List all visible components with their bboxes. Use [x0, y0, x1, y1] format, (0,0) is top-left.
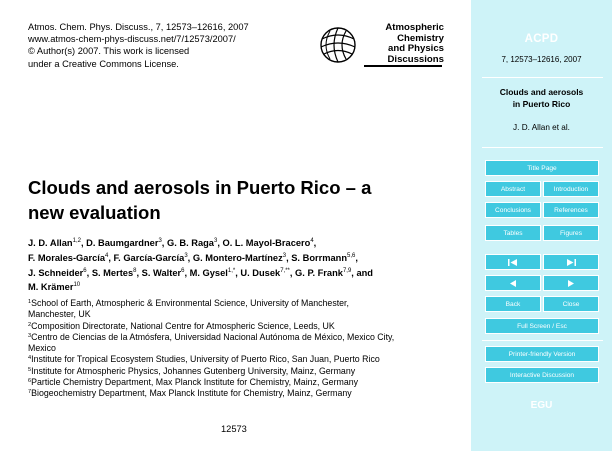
- paper-title: Clouds and aerosols in Puerto Rico – a new evaluation: [28, 177, 372, 223]
- interactive-discussion-button[interactable]: Interactive Discussion: [485, 367, 599, 383]
- affiliation-line: [28, 354, 453, 365]
- skip-forward-icon: [566, 259, 576, 266]
- printer-friendly-button[interactable]: Printer-friendly Version: [485, 346, 599, 362]
- author-affiliation-marker: 4: [105, 252, 109, 259]
- affiliation-text: Composition Directorate, National Centre for Atmospheric Science, Leeds, UK: [31, 320, 335, 331]
- affiliation-number: 5: [28, 366, 32, 373]
- journal-line: Atmos. Chem. Phys. Discuss., 7, 12573–12616, 2007: [28, 22, 249, 32]
- author-affiliation-marker: 10: [73, 282, 81, 289]
- author-name: S. Borrmann: [291, 252, 348, 263]
- author-affiliation-marker: 1,2: [72, 238, 81, 244]
- affiliation-line: [28, 366, 453, 377]
- author-separator: ,: [161, 238, 167, 248]
- globe-logo-icon: [318, 25, 362, 65]
- author-affiliation-marker: 6: [181, 267, 185, 274]
- affiliation-number: 2: [28, 321, 32, 328]
- author-name: G. P. Frank: [295, 267, 343, 278]
- author-affiliation-marker: 8: [133, 267, 137, 274]
- figures-button[interactable]: Figures: [543, 225, 599, 241]
- author-name: F. Morales-García: [28, 252, 105, 263]
- first-page-button[interactable]: [485, 254, 541, 270]
- author-separator: ,: [217, 238, 223, 248]
- author-name: O. L. Mayol-Bracero: [222, 238, 311, 248]
- egu-logo: EGU: [530, 400, 553, 411]
- last-page-button[interactable]: [543, 254, 599, 270]
- affiliation-text: Manchester, UK: [28, 309, 91, 320]
- author-affiliation-marker: 7,**: [280, 267, 290, 274]
- author-separator: ,: [289, 267, 296, 278]
- affiliation-text: Institute for Atmospheric Physics, Johannes Gutenberg University, Mainz, Germany: [31, 365, 356, 376]
- affiliation-text: School of Earth, Atmospheric & Environmental Science, University of Manchester,: [31, 298, 349, 308]
- affiliation-line: [28, 321, 453, 332]
- page-number: 12573: [221, 424, 247, 434]
- title-page-button[interactable]: Title Page: [485, 160, 599, 176]
- affiliation-text: Particle Chemistry Department, Max Planck Institute for Chemistry, Mainz, Germany: [31, 377, 359, 388]
- author-separator: ,: [80, 238, 87, 248]
- next-page-button[interactable]: [543, 275, 599, 291]
- tables-button[interactable]: Tables: [485, 225, 541, 241]
- author-name: U. Dusek: [240, 267, 281, 278]
- copyright-line: © Author(s) 2007. This work is licensed: [28, 46, 190, 57]
- fullscreen-button[interactable]: Full Screen / Esc: [485, 318, 599, 334]
- author-name: J. D. Allan: [28, 238, 73, 248]
- sidebar-reference: 7, 12573–12616, 2007: [501, 55, 582, 64]
- author-affiliation-marker: 6: [83, 267, 87, 274]
- author-affiliation-marker: 4: [310, 238, 314, 244]
- author-separator: ,: [86, 267, 92, 278]
- affiliation-number: 4: [28, 355, 32, 362]
- previous-page-button[interactable]: [485, 275, 541, 291]
- journal-url[interactable]: www.atmos-chem-phys-discuss.net/7/12573/2007/: [28, 34, 236, 45]
- author-name: S. Walter: [141, 267, 182, 278]
- affiliation-line: [28, 343, 453, 354]
- affiliation-line: [28, 332, 453, 343]
- author-name: D. Baumgardner: [86, 238, 159, 248]
- author-name: M. Gysel: [189, 267, 228, 278]
- affiliation-number: 6: [28, 378, 32, 385]
- arrow-right-icon: [568, 280, 574, 287]
- sidebar-title: Clouds and aerosols in Puerto Rico: [499, 87, 584, 109]
- author-separator: , and: [351, 267, 373, 278]
- author-affiliation-marker: 3: [213, 238, 218, 244]
- affiliation-line: [28, 309, 453, 320]
- author-name: M. Krämer: [28, 282, 74, 293]
- license-line: under a Creative Commons License.: [28, 58, 179, 69]
- divider: [482, 77, 603, 78]
- author-affiliation-marker: 3: [282, 252, 287, 259]
- author-affiliation-marker: 5,6: [347, 252, 356, 259]
- affiliation-text: Mexico: [28, 343, 56, 354]
- back-button[interactable]: Back: [485, 296, 541, 312]
- affiliation-number: 7: [28, 389, 32, 396]
- author-separator: ,: [355, 252, 358, 263]
- author-separator: ,: [136, 267, 142, 278]
- logo-wordmark: Atmospheric Chemistry and Physics Discussions: [385, 22, 444, 65]
- abstract-button[interactable]: Abstract: [485, 181, 541, 197]
- logo-underline: [364, 65, 442, 67]
- author-list: [28, 236, 448, 295]
- conclusions-button[interactable]: Conclusions: [485, 202, 541, 218]
- skip-back-icon: [508, 259, 518, 266]
- close-button[interactable]: Close: [543, 296, 599, 312]
- references-button[interactable]: References: [543, 202, 599, 218]
- author-separator: ,: [313, 238, 317, 248]
- affiliation-line: [28, 298, 453, 309]
- author-name: S. Mertes: [91, 267, 134, 278]
- citation-header: [28, 21, 249, 70]
- author-affiliation-marker: 7,9: [342, 267, 352, 274]
- author-affiliation-marker: 1,*: [227, 267, 236, 274]
- arrow-left-icon: [510, 280, 516, 287]
- sidebar-journal: ACPD: [524, 33, 559, 45]
- sidebar-authors: J. D. Allan et al.: [513, 123, 570, 132]
- author-affiliation-marker: 3: [184, 252, 188, 259]
- author-separator: ,: [187, 252, 193, 263]
- author-name: J. Schneider: [28, 267, 84, 278]
- affiliation-number: 3: [28, 332, 32, 339]
- author-name: G. B. Raga: [166, 238, 214, 248]
- author-separator: ,: [108, 252, 114, 263]
- author-separator: ,: [286, 252, 292, 263]
- author-affiliation-marker: 3: [158, 238, 162, 244]
- affiliation-text: Institute for Tropical Ecosystem Studies, University of Puerto Rico, San Juan, Puerto Rico: [31, 354, 380, 365]
- affiliation-list: [28, 298, 453, 400]
- affiliation-text: Biogeochemistry Department, Max Planck Institute for Chemistry, Mainz, Germany: [31, 388, 352, 399]
- divider: [482, 340, 603, 341]
- author-separator: ,: [235, 267, 241, 278]
- author-name: G. Montero-Martínez: [192, 252, 283, 263]
- affiliation-number: 1: [28, 299, 32, 305]
- affiliation-line: [28, 377, 453, 388]
- affiliation-line: [28, 388, 453, 399]
- author-separator: ,: [184, 267, 190, 278]
- navigation-sidebar: [471, 0, 612, 451]
- author-name: F. García-García: [113, 252, 185, 263]
- affiliation-text: Centro de Ciencias de la Atmósfera, Universidad Nacional Autónoma de México, Mexico City,: [31, 331, 395, 342]
- journal-logo: [318, 19, 446, 73]
- divider: [482, 147, 603, 148]
- introduction-button[interactable]: Introduction: [543, 181, 599, 197]
